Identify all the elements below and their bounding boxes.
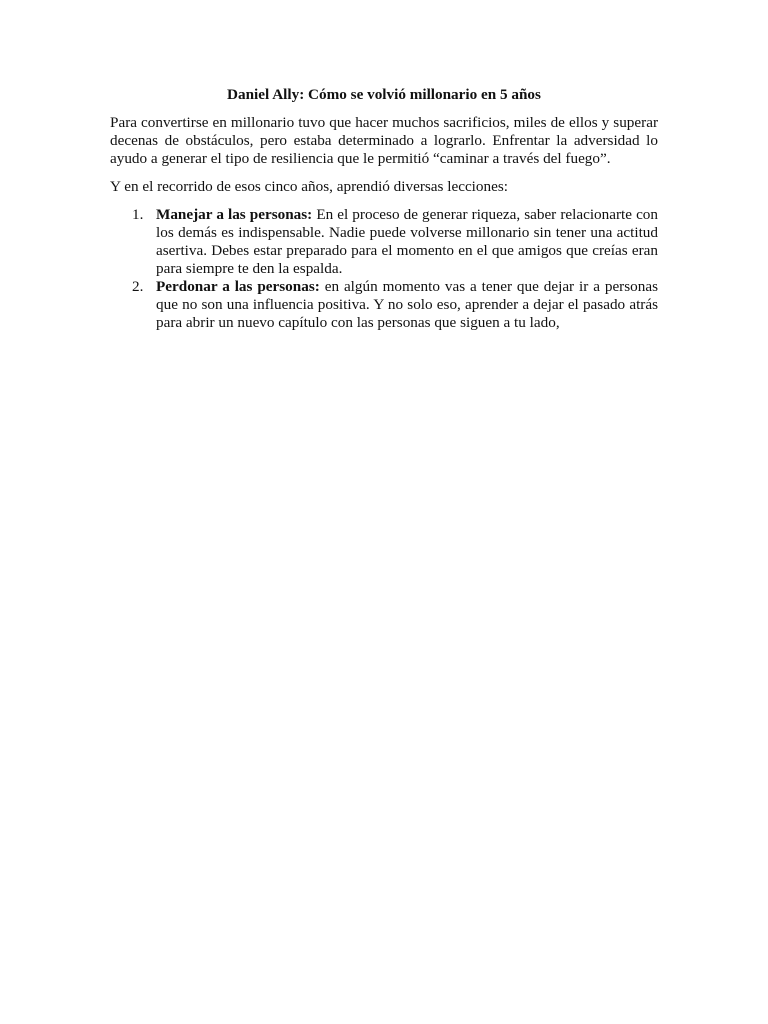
lessons-list <box>110 206 658 332</box>
list-item-title: Perdonar a las personas: <box>156 278 325 295</box>
list-item-title: Manejar a las personas: <box>156 206 317 223</box>
list-item-number: 2. <box>132 278 144 295</box>
list-item-text: en algún momento vas a tener que dejar ir a personas que no son una influencia positiva. Y no solo eso, aprender a dejar el pasado atrás para abrir un nuevo capítulo con las personas que siguen a tu lado, <box>156 278 658 331</box>
lessons-intro-paragraph: Y en el recorrido de esos cinco años, aprendió diversas lecciones: <box>110 178 508 195</box>
list-item <box>110 206 658 278</box>
list-item-number: 1. <box>132 206 144 223</box>
intro-paragraph: Para convertirse en millonario tuvo que hacer muchos sacrificios, miles de ellos y superar decenas de obstáculos, pero estaba determinado a lograrlo. Enfrentar la adversidad lo ayudo a generar el tipo de resiliencia que le permitió “caminar a través del fuego”. <box>110 114 658 167</box>
document-page <box>110 86 658 332</box>
list-item <box>110 278 658 332</box>
document-title: Daniel Ally: Cómo se volvió millonario en 5 años <box>227 86 541 103</box>
list-item-text: En el proceso de generar riqueza, saber relacionarte con los demás es indispensable. Nadie puede volverse millonario sin tener una actitud asertiva. Debes estar preparado para el momento en el que amigos que creías eran para siempre te den la espalda. <box>156 206 658 277</box>
